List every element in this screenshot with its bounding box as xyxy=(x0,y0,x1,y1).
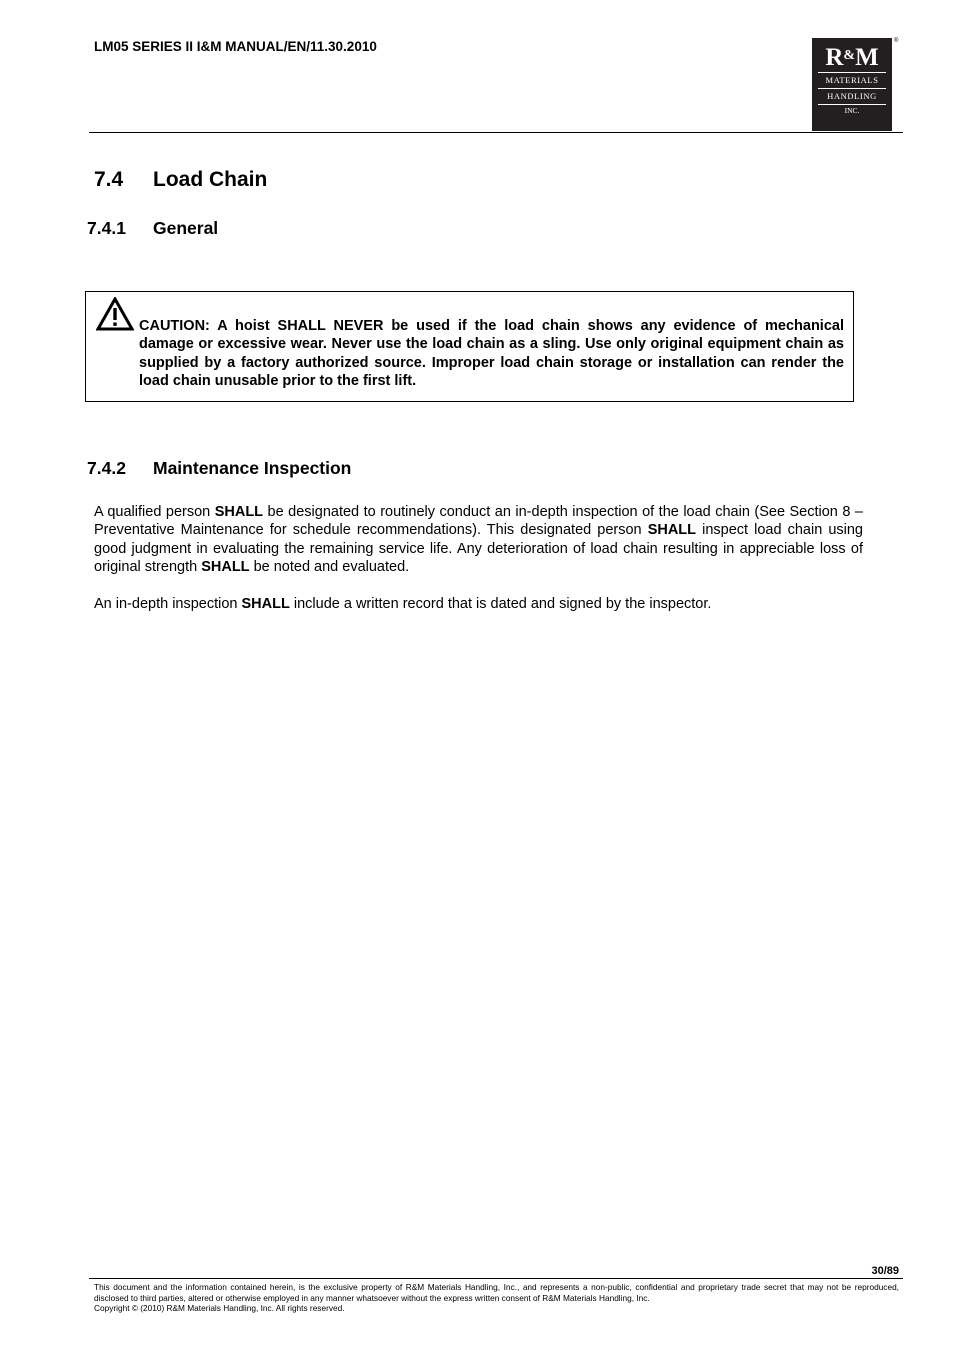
logo-line-handling: HANDLING xyxy=(827,91,877,101)
legal-text: This document and the information contained herein, is the exclusive property of R&M Materials Handling, Inc., and represents a non-public, confidential and proprietary trade secret that may not be reproduced, disclosed to third parties, altered or otherwise employed in any manner whatsoever without the express written consent of R&M Materials Handling, Inc. xyxy=(94,1282,899,1303)
subsection-number: 7.4.1 xyxy=(87,218,126,238)
company-logo xyxy=(812,38,892,131)
subsection-heading-inspection xyxy=(87,458,351,479)
logo-line-materials: MATERIALS xyxy=(825,75,879,85)
section-heading xyxy=(94,168,267,192)
subsection-title: Maintenance Inspection xyxy=(153,458,352,478)
footer-divider xyxy=(89,1278,903,1279)
header-divider xyxy=(89,132,903,133)
legal-notice xyxy=(94,1282,899,1314)
logo-line-inc: INC. xyxy=(844,106,860,115)
section-title: Load Chain xyxy=(153,168,268,191)
inspection-paragraph-1: A qualified person SHALL be designated to routinely conduct an in-depth inspection of the load chain (See Section 8 – Preventative Maintenance for schedule recommendations). This designated person SHALL inspect load chain using good judgment in evaluating the remaining service life. Any deterioration of load chain resulting in appreciable loss of original strength SHALL be noted and evaluated. xyxy=(94,504,863,575)
subsection-number: 7.4.2 xyxy=(87,458,126,478)
caution-text: CAUTION: A hoist SHALL NEVER be used if the load chain shows any evidence of mechanical damage or excessive wear. Never use the load chain as a sling. Use only original equipment chain as supplied by a factory authorized source. Improper load chain storage or installation can render the load chain unusable prior to the first lift. xyxy=(139,318,844,389)
section-number: 7.4 xyxy=(94,168,124,191)
warning-triangle-icon xyxy=(96,297,134,331)
copyright-text: Copyright © (2010) R&M Materials Handling, Inc. All rights reserved. xyxy=(94,1303,345,1314)
caution-box xyxy=(85,291,854,402)
document-header-title: LM05 SERIES II I&M MANUAL/EN/11.30.2010 xyxy=(94,39,377,54)
page-number: 30/89 xyxy=(871,1265,899,1277)
logo-initials: R&M xyxy=(825,44,879,71)
registered-mark: ® xyxy=(894,38,899,44)
subsection-heading-general xyxy=(87,218,218,239)
subsection-title: General xyxy=(153,218,219,238)
inspection-paragraph-2: An in-depth inspection SHALL include a written record that is dated and signed by the inspector. xyxy=(94,596,712,612)
